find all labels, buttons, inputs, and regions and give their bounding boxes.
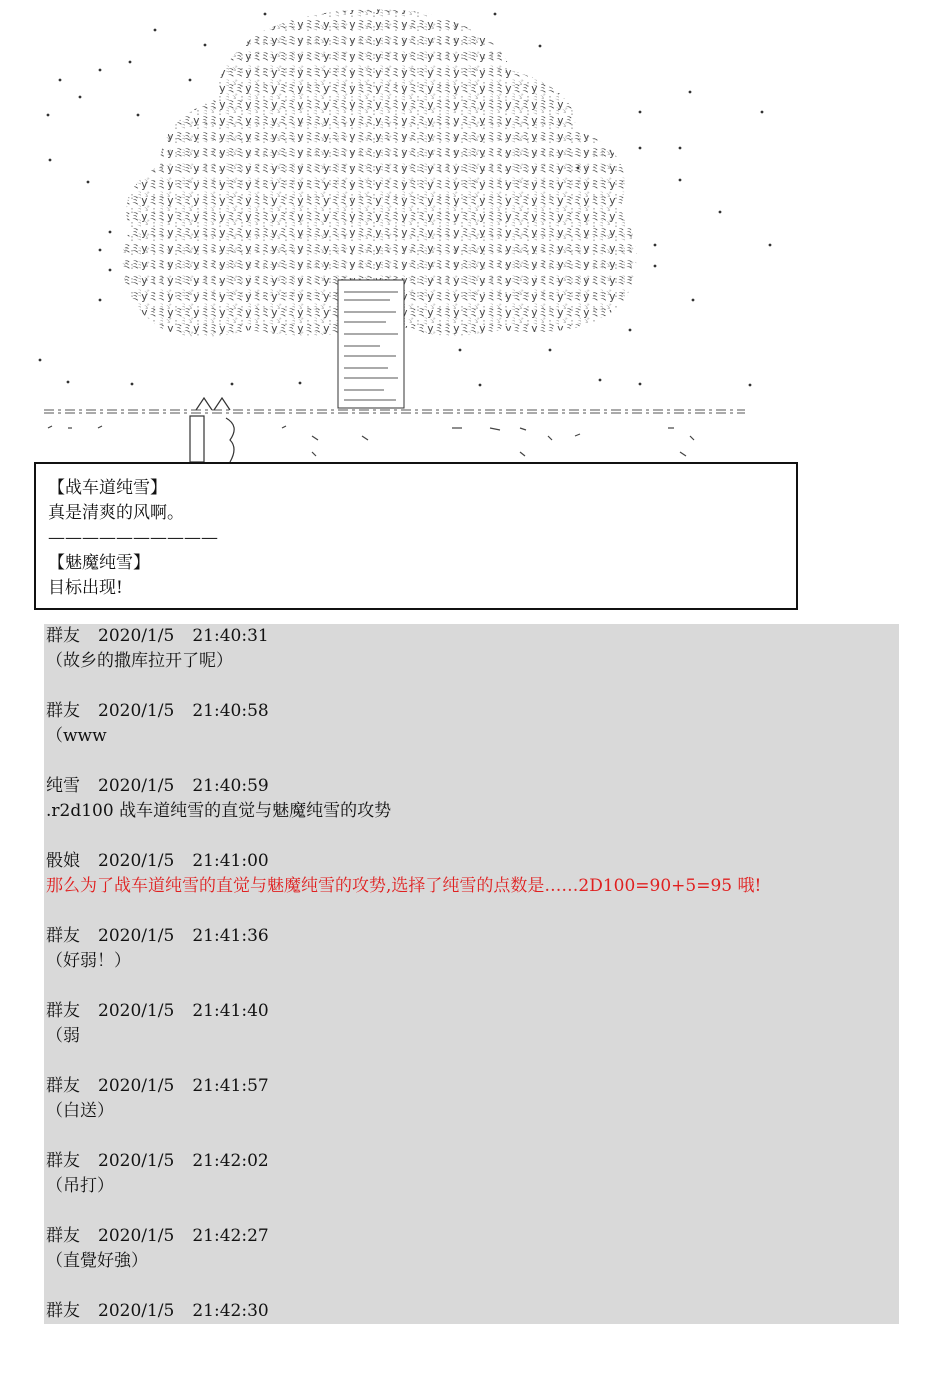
message-time: 21:40:58	[192, 701, 269, 721]
message-author: 纯雪	[46, 776, 80, 796]
message-author: 群友	[46, 926, 80, 946]
message-author: 群友	[46, 701, 80, 721]
ground-marks	[48, 426, 694, 456]
message-author: 群友	[46, 1301, 80, 1321]
message-time: 21:41:00	[192, 851, 269, 871]
message-text: （白送）	[46, 1101, 114, 1121]
message-date: 2020/1/5	[98, 926, 175, 946]
message-time: 21:41:36	[192, 926, 269, 946]
message-text: （弱	[46, 1026, 80, 1046]
dialog-line-1: 真是清爽的风啊。	[48, 503, 184, 523]
message-author: 群友	[46, 1001, 80, 1021]
message-time: 21:41:40	[192, 1001, 269, 1021]
dialog-separator: ——————————	[48, 528, 218, 548]
chat-message	[46, 1149, 899, 1224]
message-time: 21:41:57	[192, 1076, 269, 1096]
message-author: 骰娘	[46, 851, 80, 871]
ground-line	[44, 410, 745, 413]
message-text: （好弱！）	[46, 951, 131, 971]
message-date: 2020/1/5	[98, 1151, 175, 1171]
message-date: 2020/1/5	[98, 1076, 175, 1096]
dialog-box	[34, 462, 798, 610]
message-date: 2020/1/5	[98, 1301, 175, 1321]
chat-message	[46, 1074, 899, 1149]
message-date: 2020/1/5	[98, 701, 175, 721]
message-date: 2020/1/5	[98, 851, 175, 871]
dialog-line-2: 目标出现!	[48, 578, 123, 598]
chat-message	[46, 699, 899, 774]
message-date: 2020/1/5	[98, 1226, 175, 1246]
chat-message	[46, 1224, 899, 1299]
message-author: 群友	[46, 1076, 80, 1096]
message-time: 21:42:30	[192, 1301, 269, 1321]
message-text: （直覺好強）	[46, 1251, 148, 1271]
message-time: 21:42:02	[192, 1151, 269, 1171]
message-author: 群友	[46, 1151, 80, 1171]
dialog-speaker-1: 【战车道纯雪】	[48, 478, 167, 498]
message-text: （吊打）	[46, 1176, 114, 1196]
dice-result-text: 那么为了战车道纯雪的直觉与魅魔纯雪的攻势,选择了纯雪的点数是……2D100=90+5=95 哦!	[46, 876, 762, 896]
chat-message	[46, 1299, 899, 1374]
message-text	[46, 1324, 899, 1349]
message-date: 2020/1/5	[98, 626, 175, 646]
message-text: .r2d100 战车道纯雪的直觉与魅魔纯雪的攻势	[46, 801, 392, 821]
tree-ascii-art	[0, 0, 952, 462]
chat-message	[46, 999, 899, 1074]
chat-message	[46, 624, 899, 699]
tree-trunk	[338, 280, 404, 408]
chat-message	[46, 924, 899, 999]
message-author: 群友	[46, 1226, 80, 1246]
message-date: 2020/1/5	[98, 776, 175, 796]
message-date: 2020/1/5	[98, 1001, 175, 1021]
message-text: （故乡的撒库拉开了呢）	[46, 651, 233, 671]
character-figure	[190, 398, 234, 462]
message-author: 群友	[46, 626, 80, 646]
message-time: 21:40:59	[192, 776, 269, 796]
message-time: 21:40:31	[192, 626, 269, 646]
chat-log	[44, 624, 899, 1324]
chat-message	[46, 774, 899, 849]
dialog-speaker-2: 【魅魔纯雪】	[48, 553, 150, 573]
chat-message	[46, 849, 899, 924]
message-text: （www	[46, 726, 107, 746]
message-time: 21:42:27	[192, 1226, 269, 1246]
